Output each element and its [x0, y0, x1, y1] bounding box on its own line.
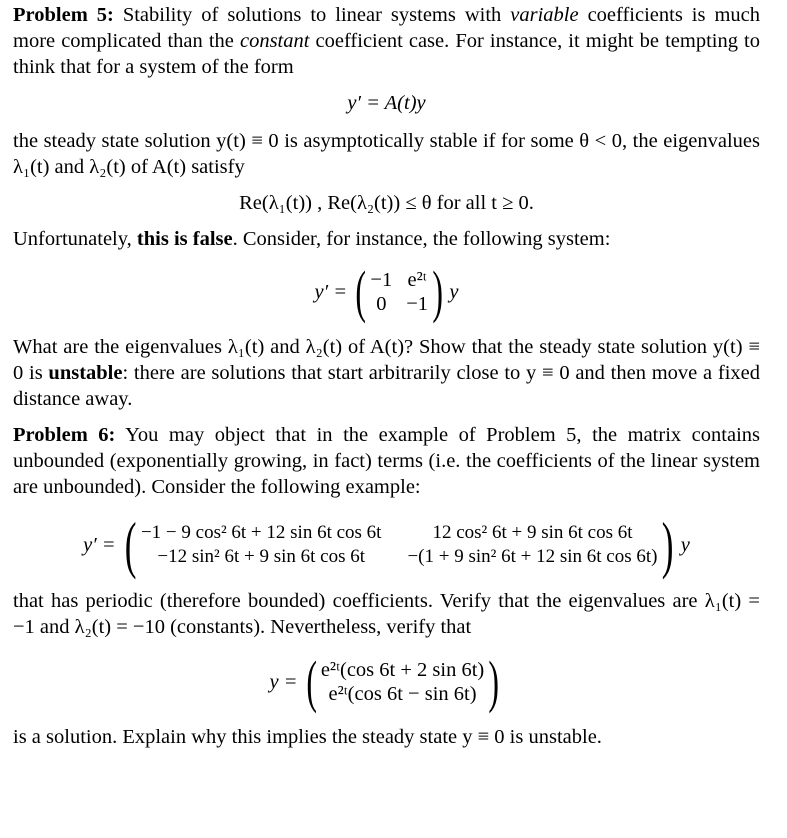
- matrix-cell: −12 sin² 6t + 9 sin 6t cos 6t: [157, 546, 366, 567]
- problem6-matrix: [120, 509, 679, 580]
- unstable-bold: unstable: [48, 362, 123, 384]
- matrix-cell: 12 cos² 6t + 9 sin 6t cos 6t: [432, 522, 633, 543]
- left-paren: (: [355, 259, 367, 324]
- matrix-cell: −1: [406, 293, 429, 315]
- problem5-label: Problem 5:: [13, 4, 114, 26]
- problem5-matrix-lhs: y′ =: [314, 281, 348, 303]
- matrix-cell: −1: [370, 269, 393, 291]
- problem5-matrix-equation: [13, 256, 760, 328]
- matrix-cell: e²ᵗ: [407, 269, 427, 291]
- right-paren: ): [432, 259, 444, 324]
- vector-cell: e²ᵗ(cos 6t + 2 sin 6t): [320, 659, 485, 681]
- problem5-paragraph-4: What are the eigenvalues λ₁(t) and λ₂(t) of A(t)? Show that the steady state solution y(t) ≡ 0 is unstable: there are solutions that start arbitrarily close to y ≡ 0 and then move a fixed distance away.: [13, 336, 760, 410]
- problem6-paragraph-2: that has periodic (therefore bounded) coefficients. Verify that the eigenvalues are λ₁(t) = −1 and λ₂(t) = −10 (constants). Nevertheless, verify that: [13, 590, 760, 638]
- matrix-cell: −1 − 9 cos² 6t + 12 sin 6t cos 6t: [140, 522, 382, 543]
- problem5-equation-1: y′ = A(t)y: [347, 92, 426, 114]
- problem6-paragraph-3: is a solution. Explain why this implies the steady state y ≡ 0 is unstable.: [13, 726, 602, 748]
- problem6-solution-equation: [13, 646, 760, 718]
- this-is-false-bold: this is false: [136, 228, 233, 250]
- problem5-matrix: [351, 259, 447, 324]
- right-paren: ): [662, 509, 675, 580]
- problem6-label: Problem 6:: [13, 424, 116, 446]
- problem5-matrix-rhs: y: [449, 281, 459, 303]
- vector-cell: e²ᵗ(cos 6t − sin 6t): [328, 683, 477, 705]
- left-paren: (: [124, 509, 137, 580]
- problem6-intro: Problem 6: You may object that in the example of Problem 5, the matrix contains unbounded (exponentially growing, in fact) terms (i.e. the coefficients of the linear system are unbounded). Consider the following example:: [13, 424, 760, 498]
- matrix-cell: 0: [376, 293, 387, 315]
- problem5-intro: Problem 5: Stability of solutions to linear systems with variable coefficients is much more complicated than the constant coefficient case. For instance, it might be tempting to think that for a system of the form: [13, 4, 760, 78]
- right-paren: ): [488, 649, 500, 714]
- left-paren: (: [305, 649, 317, 714]
- problem5-equation-2: Re(λ₁(t)) , Re(λ₂(t)) ≤ θ for all t ≥ 0.: [239, 192, 534, 214]
- variable-word: variable: [510, 4, 579, 26]
- problem6-solution-lhs: y =: [269, 671, 298, 693]
- problem6-matrix-rhs: y: [680, 534, 690, 556]
- problem6-matrix-lhs: y′ =: [83, 534, 116, 556]
- problem5-paragraph-3: Unfortunately, this is false. Consider, for instance, the following system:: [13, 228, 611, 250]
- constant-word: constant: [239, 30, 310, 52]
- problem6-matrix-equation: [13, 508, 760, 582]
- problem6-solution-vector: [302, 649, 504, 714]
- matrix-cell: −(1 + 9 sin² 6t + 12 sin 6t cos 6t): [407, 546, 658, 567]
- problem5-paragraph-2: the steady state solution y(t) ≡ 0 is asymptotically stable if for some θ < 0, the eigenvalues λ₁(t) and λ₂(t) of A(t) satisfy: [13, 130, 760, 178]
